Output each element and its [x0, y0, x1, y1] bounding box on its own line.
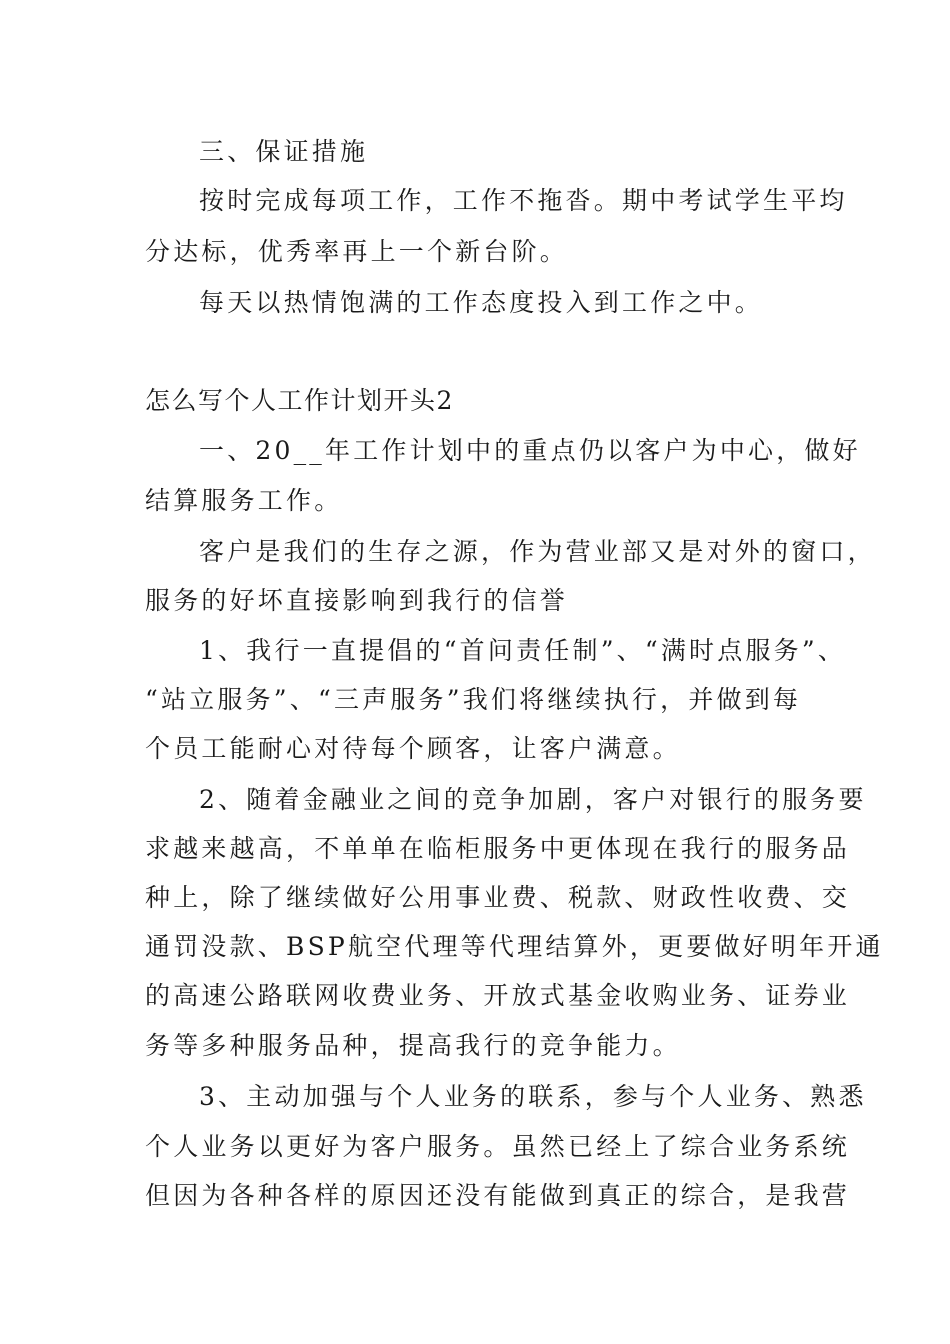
paragraph-line: 一、20__年工作计划中的重点仍以客户为中心，做好 — [199, 436, 861, 465]
paragraph-line: 3、主动加强与个人业务的联系，参与个人业务、熟悉 — [199, 1082, 867, 1111]
paragraph-line: “站立服务”、“三声服务”我们将继续执行，并做到每 — [145, 685, 802, 714]
paragraph-line: 结算服务工作。 — [145, 486, 343, 515]
document-title: 怎么写个人工作计划开头2 — [145, 386, 454, 415]
paragraph-line: 种上，除了继续做好公用事业费、税款、财政性收费、交 — [145, 883, 851, 912]
paragraph-line: 个人业务以更好为客户服务。虽然已经上了综合业务系统 — [145, 1132, 851, 1161]
paragraph-line: 客户是我们的生存之源，作为营业部又是对外的窗口， — [199, 537, 876, 566]
section-heading: 三、保证措施 — [199, 137, 369, 166]
paragraph-line: 的高速公路联网收费业务、开放式基金收购业务、证券业 — [145, 981, 851, 1010]
paragraph-line: 求越来越高，不单单在临柜服务中更体现在我行的服务品 — [145, 834, 851, 863]
paragraph-line: 1、我行一直提倡的“首问责任制”、“满时点服务”、 — [199, 636, 847, 665]
paragraph-line: 服务的好坏直接影响到我行的信誉 — [145, 586, 569, 615]
paragraph-line: 但因为各种各样的原因还没有能做到真正的综合，是我营 — [145, 1181, 851, 1210]
paragraph-line: 2、随着金融业之间的竞争加剧，客户对银行的服务要 — [199, 785, 867, 814]
paragraph-line: 个员工能耐心对待每个顾客，让客户满意。 — [145, 734, 681, 763]
paragraph-line: 每天以热情饱满的工作态度投入到工作之中。 — [199, 288, 764, 317]
paragraph-line: 按时完成每项工作，工作不拖沓。期中考试学生平均 — [199, 186, 848, 215]
paragraph-line: 分达标，优秀率再上一个新台阶。 — [145, 237, 569, 266]
paragraph-line: 务等多种服务品种，提高我行的竞争能力。 — [145, 1031, 681, 1060]
paragraph-line: 通罚没款、BSP航空代理等代理结算外，更要做好明年开通 — [145, 932, 884, 961]
